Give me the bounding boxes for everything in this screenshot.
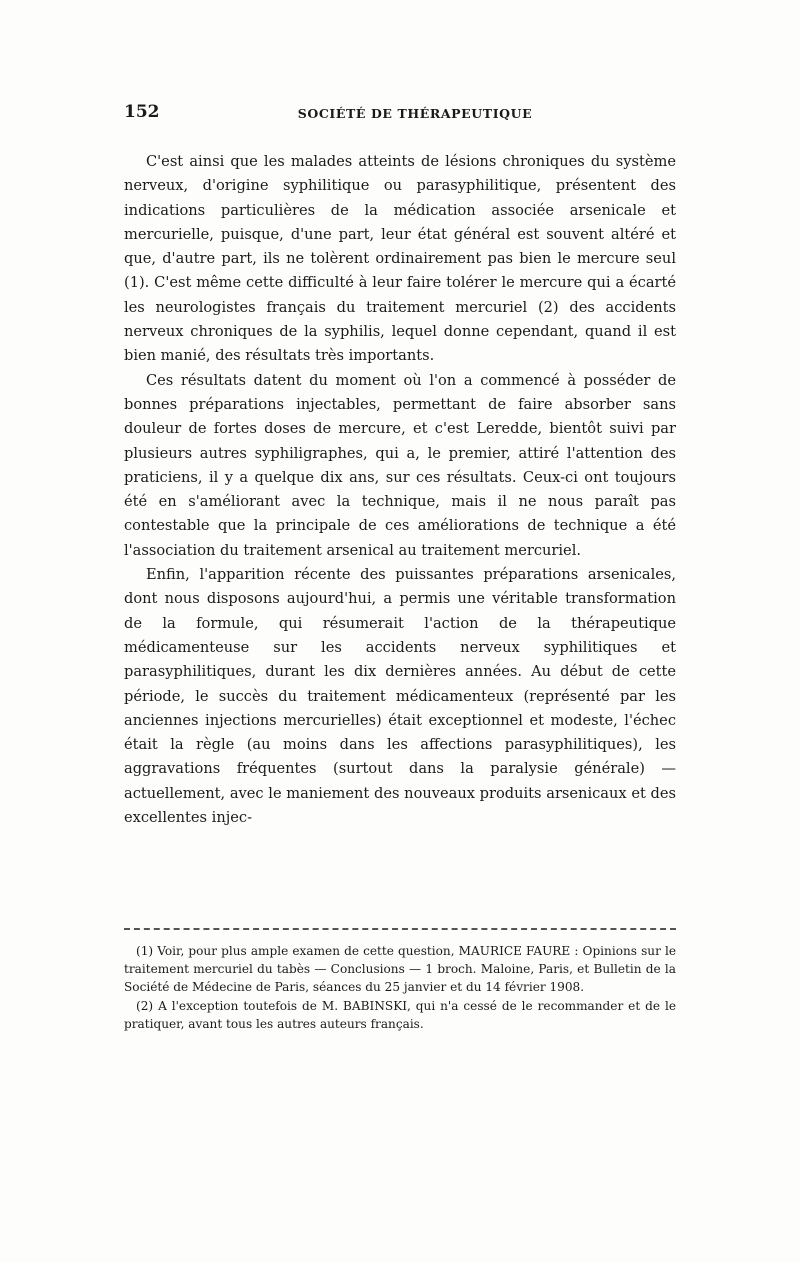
page-header — [124, 100, 676, 130]
paragraph: C'est ainsi que les malades atteints de lésions chroniques du système nerveux, d'origine syphilitique ou parasyphilitique, présentent des indications particulières de la médication associée arsenicale et mercurielle, puisque, d'une part, leur état général est souvent altéré et que, d'autre part, ils ne tolèrent ordinairement pas bien le mercure seul (1). C'est même cette difficulté à leur faire tolérer le mercure qui a écarté les neurologistes français du traitement mercuriel (2) des accidents nerveux chroniques de la syphilis, lequel donne cependant, quand il est bien manié, des résultats très importants. — [124, 153, 676, 365]
running-title: SOCIÉTÉ DE THÉRAPEUTIQUE — [297, 106, 533, 121]
footnote-separator — [124, 928, 676, 930]
footnote: (1) Voir, pour plus ample examen de cette question, MAURICE FAURE : Opinions sur le traitement mercuriel du tabès — Conclusions — 1 broch. Maloine, Paris, et Bulletin de la Société de Médecine de Paris, séances du 25 janvier et du 14 février 1908. — [124, 944, 676, 995]
paragraph: Enfin, l'apparition récente des puissantes préparations arsenicales, dont nous disposons aujourd'hui, a permis une véritable transformation de la formule, qui résumerait l'action de la thérapeutique médicamenteuse sur les accidents nerveux syphilitiques et parasyphilitiques, durant les dix dernières années. Au début de cette période, le succès du traitement médicamenteux (représenté par les anciennes injections mercurielles) était exceptionnel et modeste, l'échec était la règle (au moins dans les affections parasyphilitiques), les aggravations fréquentes (surtout dans la paralysie générale) — actuellement, avec le maniement des nouveaux produits arsenicaux et des excellentes injec- — [124, 566, 676, 827]
footnote: (2) A l'exception toutefois de M. BABINSKI, qui n'a cessé de le recommander et de le pratiquer, avant tous les autres auteurs français. — [124, 998, 676, 1031]
body-text — [124, 150, 676, 830]
page-number: 152 — [124, 102, 160, 122]
footnotes — [124, 942, 676, 1033]
paragraph: Ces résultats datent du moment où l'on a commencé à posséder de bonnes préparations injectables, permettant de faire absorber sans douleur de fortes doses de mercure, et c'est Leredde, bientôt suivi par plusieurs autres syphiligraphes, qui a, le premier, attiré l'attention des praticiens, il y a quelque dix ans, sur ces résultats. Ceux-ci ont toujours été en s'améliorant avec la technique, mais il ne nous paraît pas contestable que la principale de ces améliorations de technique a été l'association du traitement arsenical au traitement mercuriel. — [124, 371, 676, 559]
